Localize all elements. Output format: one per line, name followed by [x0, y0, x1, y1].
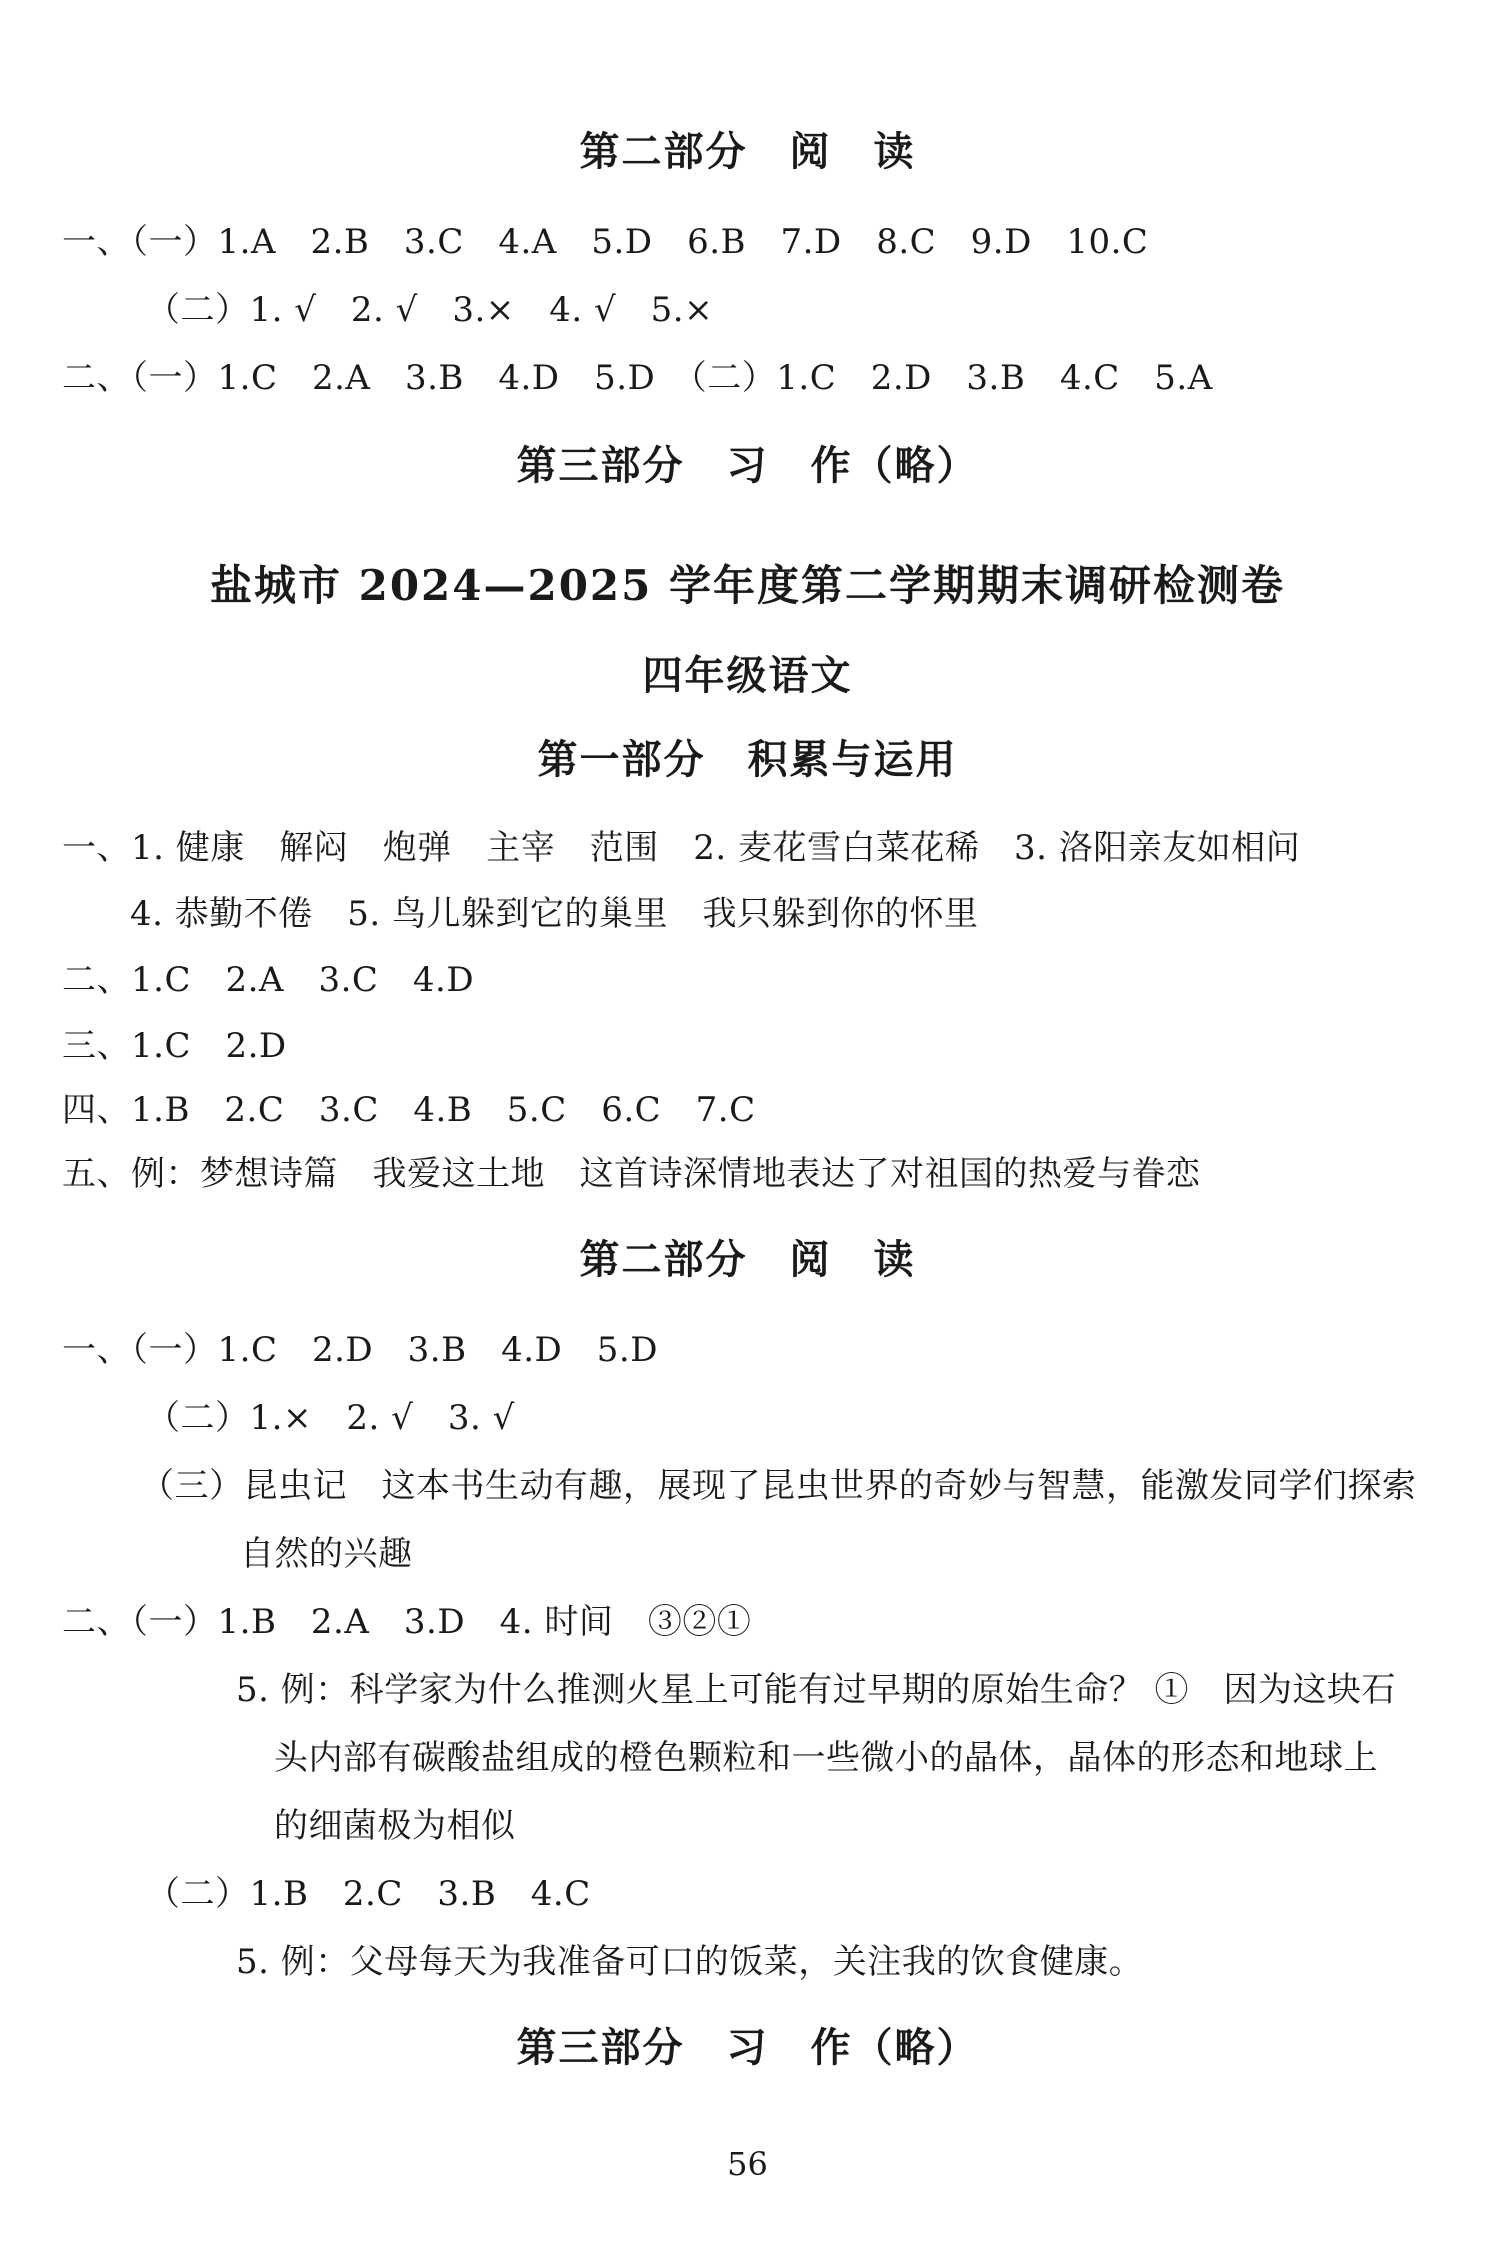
section-heading-reading: 第二部分 阅 读	[579, 128, 916, 175]
section-heading-writing-2: 第三部分 习 作（略）	[516, 2024, 979, 2071]
answer-line: 五、例：梦想诗篇 我爱这土地 这首诗深情地表达了对祖国的热爱与眷恋	[62, 1154, 1201, 1194]
section-heading-writing: 第三部分 习 作（略）	[516, 442, 979, 489]
answer-line: 二、1.C 2.A 3.C 4.D	[62, 960, 475, 1000]
answer-line: 一、（一）1.A 2.B 3.C 4.A 5.D 6.B 7.D 8.C 9.D 10.C	[62, 222, 1149, 262]
exam-subtitle: 四年级语文	[642, 652, 853, 699]
section-heading-accumulation: 第一部分 积累与运用	[537, 736, 958, 783]
answer-line: 二、（一）1.B 2.A 3.D 4. 时间 ③②①	[62, 1602, 752, 1642]
answer-line: 头内部有碳酸盐组成的橙色颗粒和一些微小的晶体，晶体的形态和地球上	[274, 1738, 1378, 1778]
exam-title: 盐城市 2024—2025 学年度第二学期期末调研检测卷	[209, 561, 1286, 610]
answer-line: 三、1.C 2.D	[62, 1026, 287, 1066]
page-number: 56	[727, 2145, 768, 2183]
answer-line: 5. 例：科学家为什么推测火星上可能有过早期的原始生命？ ① 因为这块石	[236, 1670, 1397, 1710]
answer-line: 一、（一）1.C 2.D 3.B 4.D 5.D	[62, 1330, 658, 1370]
answer-line: 四、1.B 2.C 3.C 4.B 5.C 6.C 7.C	[62, 1090, 756, 1130]
section-heading-reading-2: 第二部分 阅 读	[579, 1236, 916, 1283]
answer-line: 4. 恭勤不倦 5. 鸟儿躲到它的巢里 我只躲到你的怀里	[130, 894, 979, 934]
answer-line: 5. 例：父母每天为我准备可口的饭菜，关注我的饮食健康。	[236, 1942, 1144, 1982]
answer-line: （三）昆虫记 这本书生动有趣，展现了昆虫世界的奇妙与智慧，能激发同学们探索	[140, 1466, 1417, 1506]
answer-line: 一、1. 健康 解闷 炮弹 主宰 范围 2. 麦花雪白菜花稀 3. 洛阳亲友如相问	[62, 828, 1301, 868]
answer-line: （二）1. √ 2. √ 3.× 4. √ 5.×	[146, 290, 714, 330]
answer-line: 的细菌极为相似	[274, 1806, 516, 1846]
answer-line: 自然的兴趣	[240, 1534, 413, 1574]
answer-line: （二）1.B 2.C 3.B 4.C	[146, 1874, 591, 1914]
answer-line: 二、（一）1.C 2.A 3.B 4.D 5.D （二）1.C 2.D 3.B 4.C 5.A	[62, 358, 1213, 398]
answer-line: （二）1.× 2. √ 3. √	[146, 1398, 515, 1438]
